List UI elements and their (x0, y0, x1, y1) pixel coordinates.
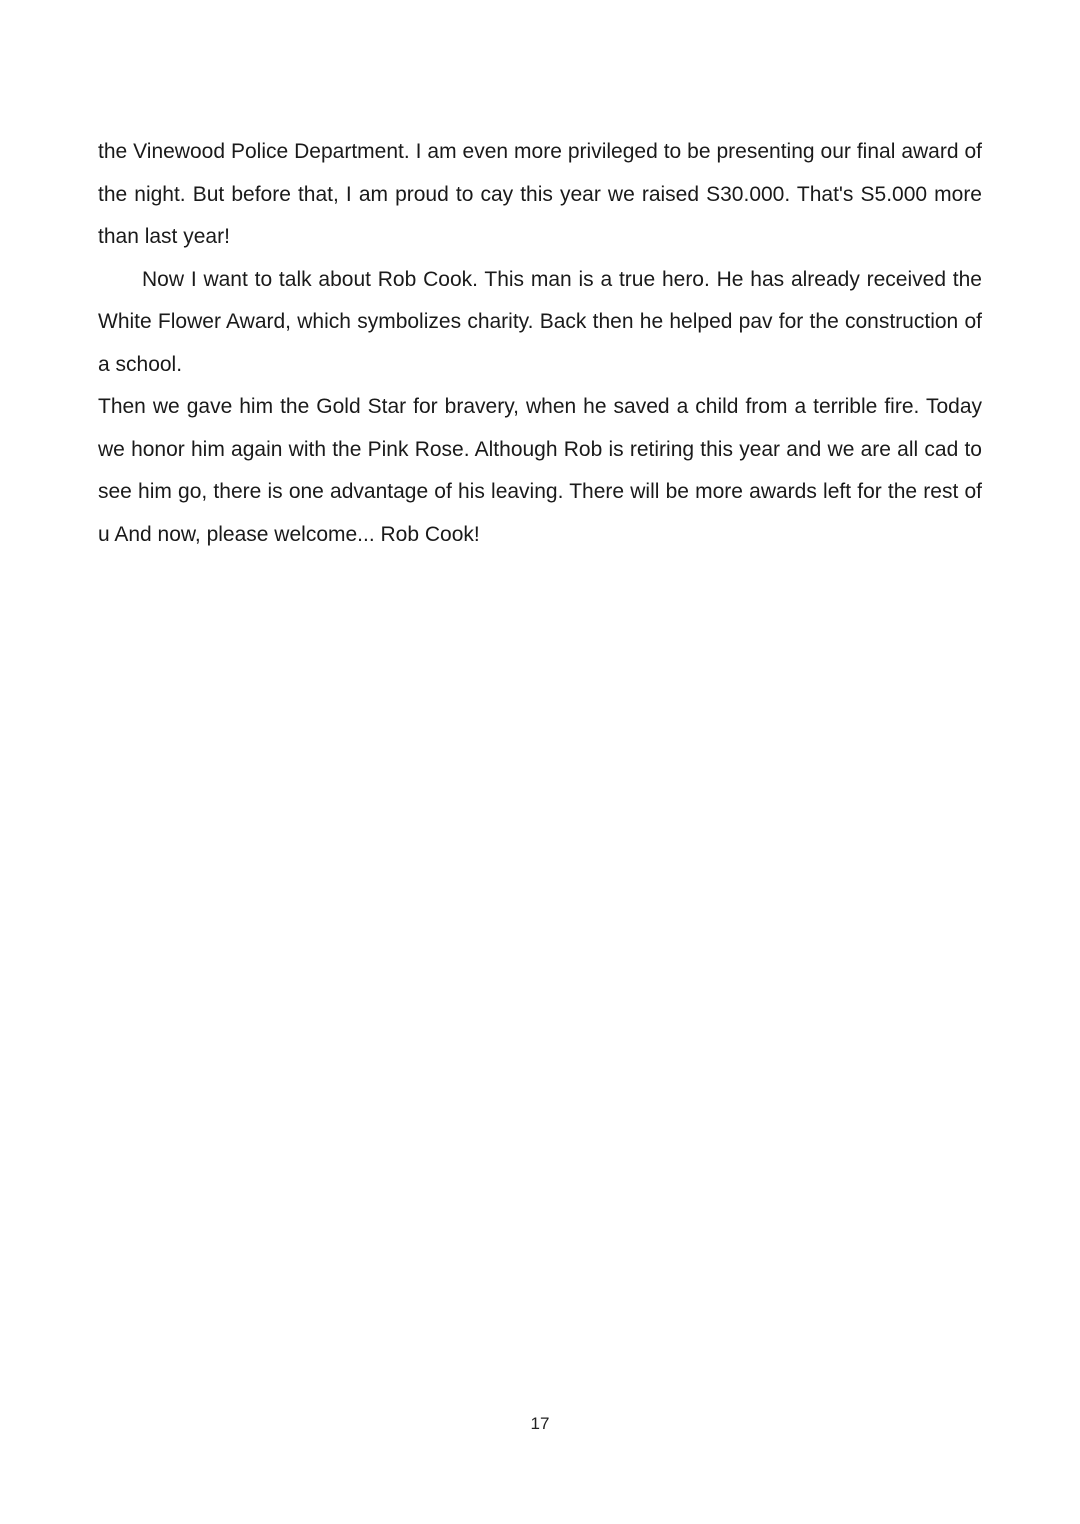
paragraph-2: Now I want to talk about Rob Cook. This man is a true hero. He has already received the White Flower Award, which symbolizes charity. Back then he helped pav for the construction of a school. (98, 267, 982, 376)
paragraph-1: the Vinewood Police Department. I am even more privileged to be presenting our final award of the night. But before that, I am proud to cay this year we raised S30.000. That's S5.000 more than last year! (98, 140, 982, 248)
paragraph-3: Then we gave him the Gold Star for bravery, when he saved a child from a terrible fire. Today we honor him again with the Pink Rose. Although Rob is retiring this year and we are all cad to see him go, there is one advantage of his leaving. There will be more awards left for the rest of u And now, please welcome... Rob Cook! (98, 395, 982, 546)
document-body (98, 131, 982, 556)
page-number: 17 (530, 1414, 550, 1433)
